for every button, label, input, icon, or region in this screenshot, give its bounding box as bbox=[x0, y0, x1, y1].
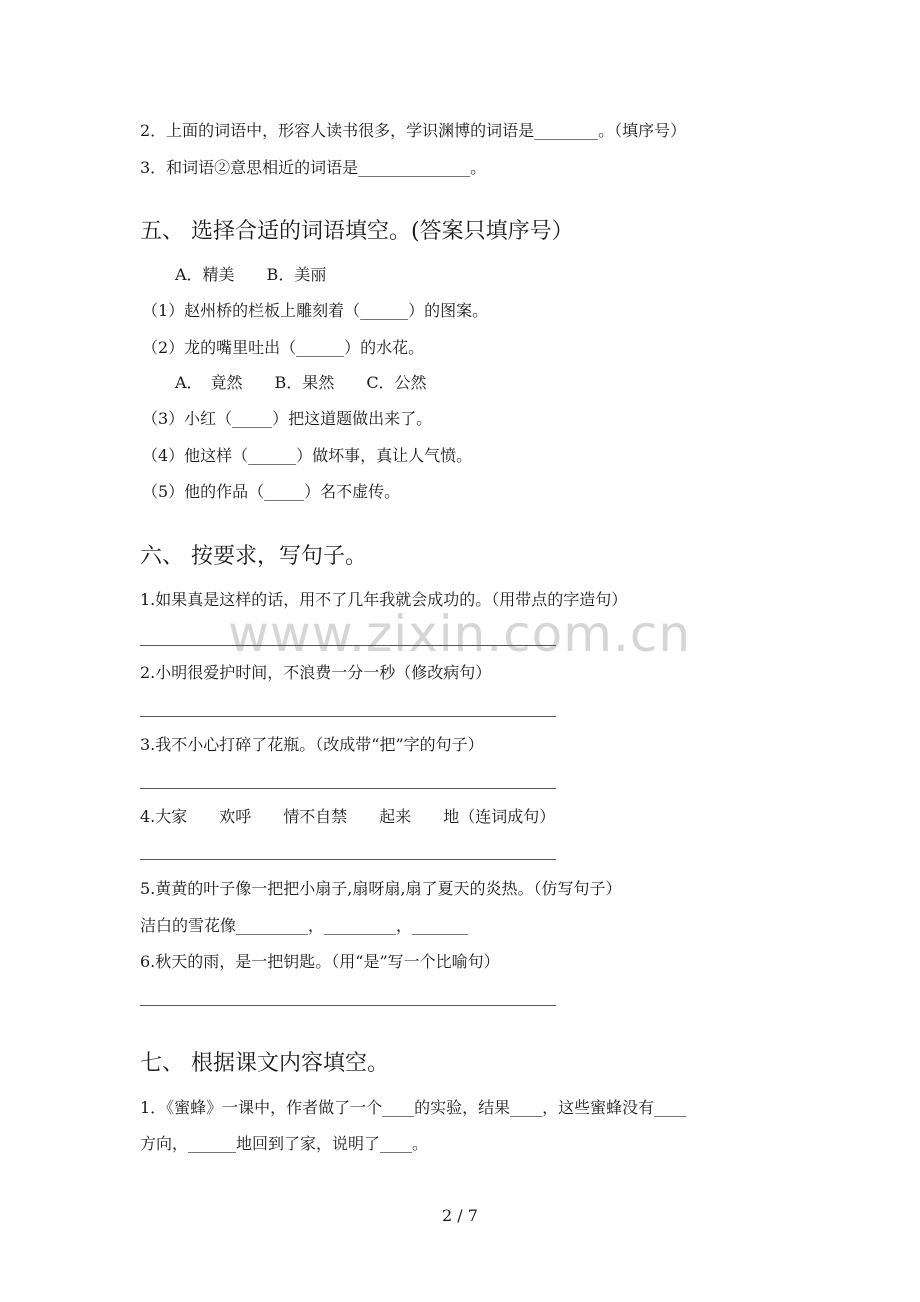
question-6-5-prompt: 洁白的雪花像_________，_________，_______ bbox=[140, 916, 469, 935]
question-6-2: 2.小明很爱护时间，不浪费一分一秒（修改病句） bbox=[140, 663, 492, 682]
answer-line-6-4 bbox=[140, 859, 556, 860]
section-5-options-2: A． 竟然 B．果然 C．公然 bbox=[175, 373, 427, 392]
section-7-heading: 七、 根据课文内容填空。 bbox=[140, 1051, 389, 1076]
question-6-1: 1.如果真是这样的话，用不了几年我就会成功的。（用带点的字造句） bbox=[140, 590, 628, 609]
question-6-5: 5.黄黄的叶子像一把把小扇子,扇呀扇,扇了夏天的炎热。（仿写句子） bbox=[140, 879, 622, 898]
section-5-options-1: A．精美 B．美丽 bbox=[175, 265, 327, 284]
question-4-2: 2．上面的词语中，形容人读书很多，学识渊博的词语是________。（填序号） bbox=[140, 121, 687, 140]
question-4-3: 3．和词语②意思相近的词语是______________。 bbox=[140, 158, 487, 177]
watermark: www.zixin.com.cn bbox=[228, 605, 692, 663]
section-5-heading: 五、 选择合适的词语填空。(答案只填序号） bbox=[140, 219, 574, 244]
question-6-4: 4.大家 欢呼 情不自禁 起来 地（连词成句） bbox=[140, 807, 556, 826]
question-5-2: （2）龙的嘴里吐出（______）的水花。 bbox=[142, 338, 425, 357]
question-7-1-line-1: 1．《蜜蜂》一课中，作者做了一个____的实验，结果____，这些蜜蜂没有____ bbox=[140, 1098, 687, 1117]
question-5-1: （1）赵州桥的栏板上雕刻着（______）的图案。 bbox=[142, 301, 489, 320]
answer-line-6-3 bbox=[140, 788, 556, 789]
page-number: 2 / 7 bbox=[442, 1206, 478, 1225]
answer-line-6-2 bbox=[140, 716, 556, 717]
question-7-1-line-2: 方向，______地回到了家，说明了____。 bbox=[140, 1134, 429, 1153]
question-5-5: （5）他的作品（_____）名不虚传。 bbox=[142, 482, 401, 501]
answer-line-6-6 bbox=[140, 1005, 556, 1006]
question-6-3: 3.我不小心打碎了花瓶。（改成带“把”字的句子） bbox=[140, 735, 484, 754]
question-5-3: （3）小红（_____）把这道题做出来了。 bbox=[142, 409, 433, 428]
section-6-heading: 六、 按要求，写句子。 bbox=[140, 544, 367, 569]
question-6-6: 6.秋天的雨，是一把钥匙。（用“是”写一个比喻句） bbox=[140, 952, 500, 971]
answer-line-6-1 bbox=[140, 645, 556, 646]
question-5-4: （4）他这样（______）做坏事，真让人气愤。 bbox=[142, 446, 473, 465]
